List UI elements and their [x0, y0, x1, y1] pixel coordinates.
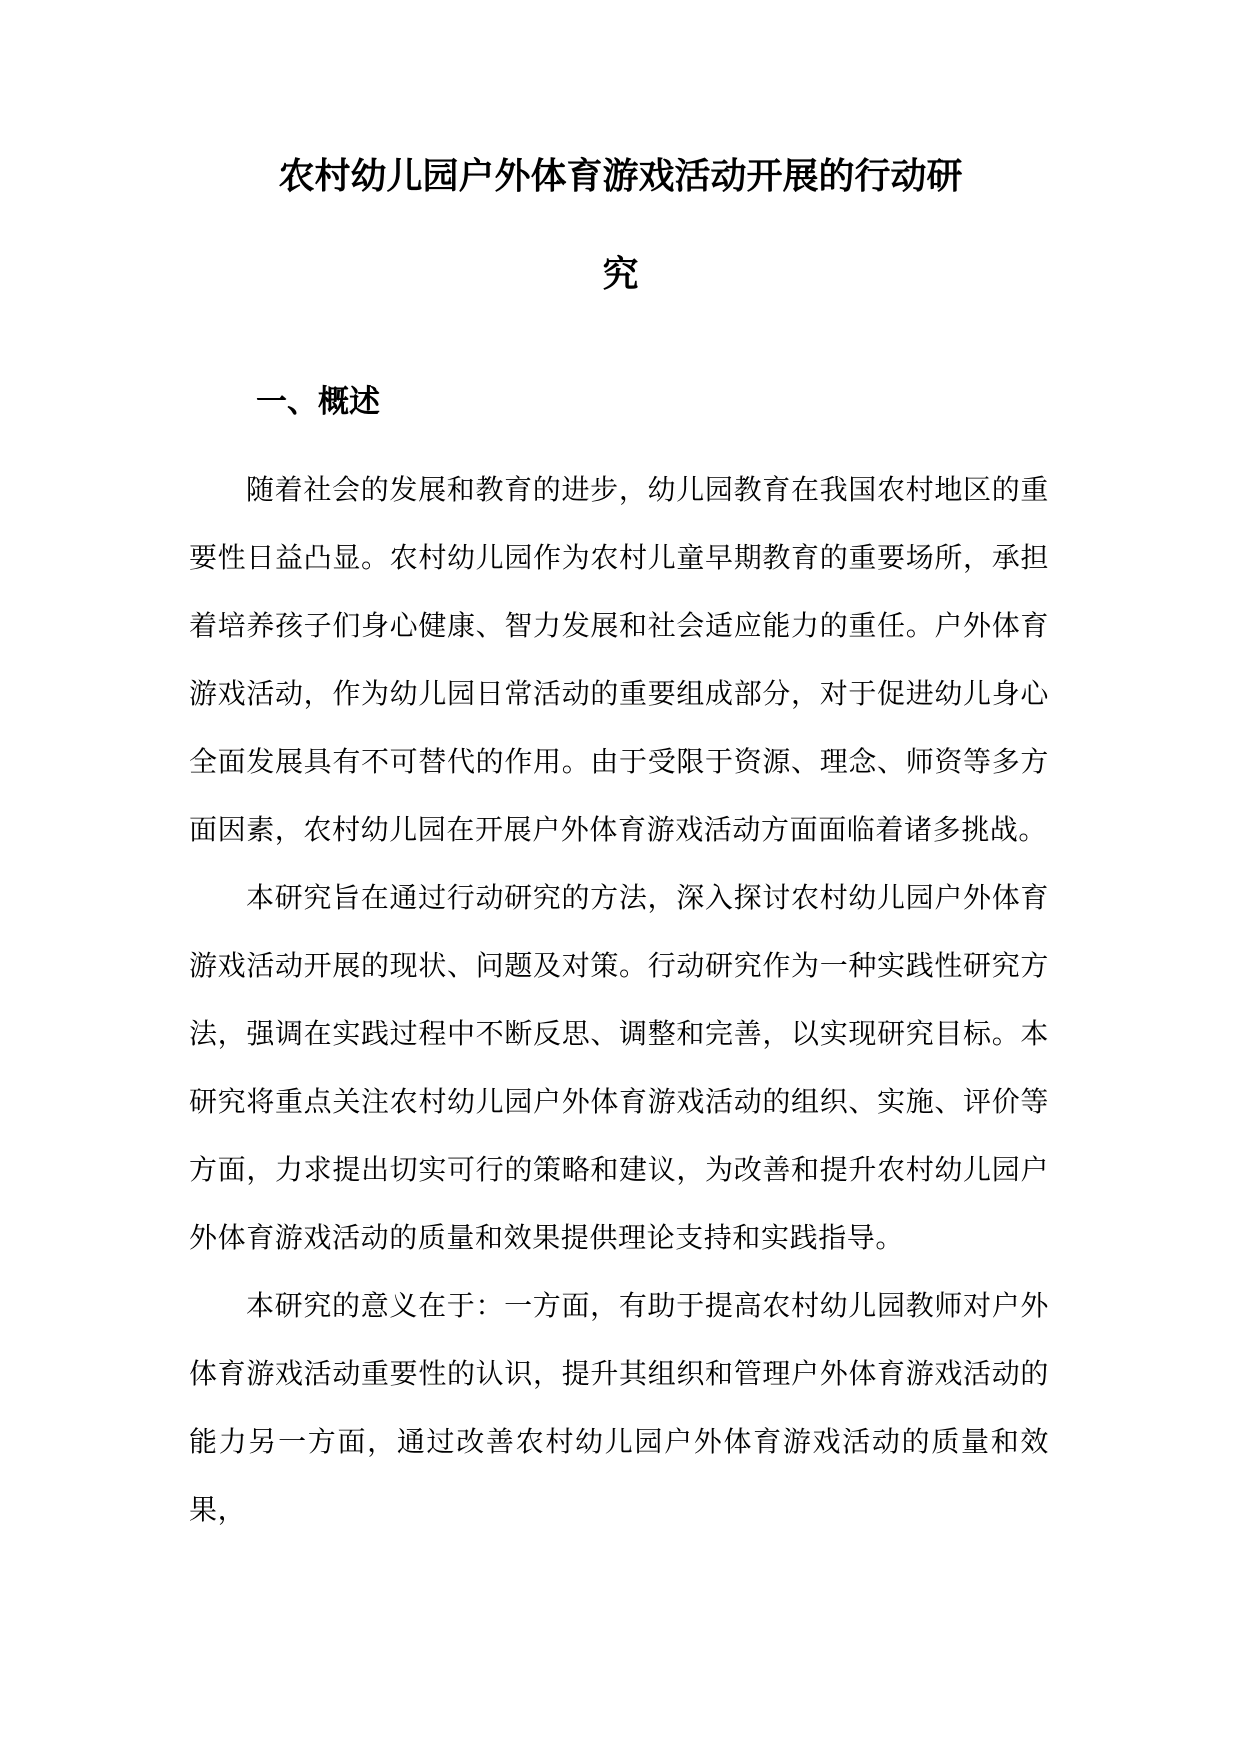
- document-title-line-2: 究: [602, 253, 639, 295]
- paragraph-2: 本研究旨在通过行动研究的方法，深入探讨农村幼儿园户外体育游戏活动开展的现状、问题及对策。行动研究作为一种实践性研究方法，强调在实践过程中不断反思、调整和完善，以实现研究目标。本研究将重点关注农村幼儿园户外体育游戏活动的组织、实施、评价等方面，力求提出切实可行的策略和建议，为改善和提升农村幼儿园户外体育游戏活动的质量和效果提供理论支持和实践指导。: [189, 881, 1049, 1254]
- document-body: [189, 456, 1049, 1544]
- paragraph-1: 随着社会的发展和教育的进步，幼儿园教育在我国农村地区的重要性日益凸显。农村幼儿园作为农村儿童早期教育的重要场所，承担着培养孩子们身心健康、智力发展和社会适应能力的重任。户外体育游戏活动，作为幼儿园日常活动的重要组成部分，对于促进幼儿身心全面发展具有不可替代的作用。由于受限于资源、理念、师资等多方面因素，农村幼儿园在开展户外体育游戏活动方面面临着诸多挑战。: [189, 473, 1049, 846]
- document-title-line-1: 农村幼儿园户外体育游戏活动开展的行动研: [278, 155, 963, 197]
- section-heading: 一、概述: [256, 384, 380, 420]
- paragraph-3: 本研究的意义在于：一方面，有助于提高农村幼儿园教师对户外体育游戏活动重要性的认识，提升其组织和管理户外体育游戏活动的能力另一方面，通过改善农村幼儿园户外体育游戏活动的质量和效果，: [189, 1289, 1049, 1526]
